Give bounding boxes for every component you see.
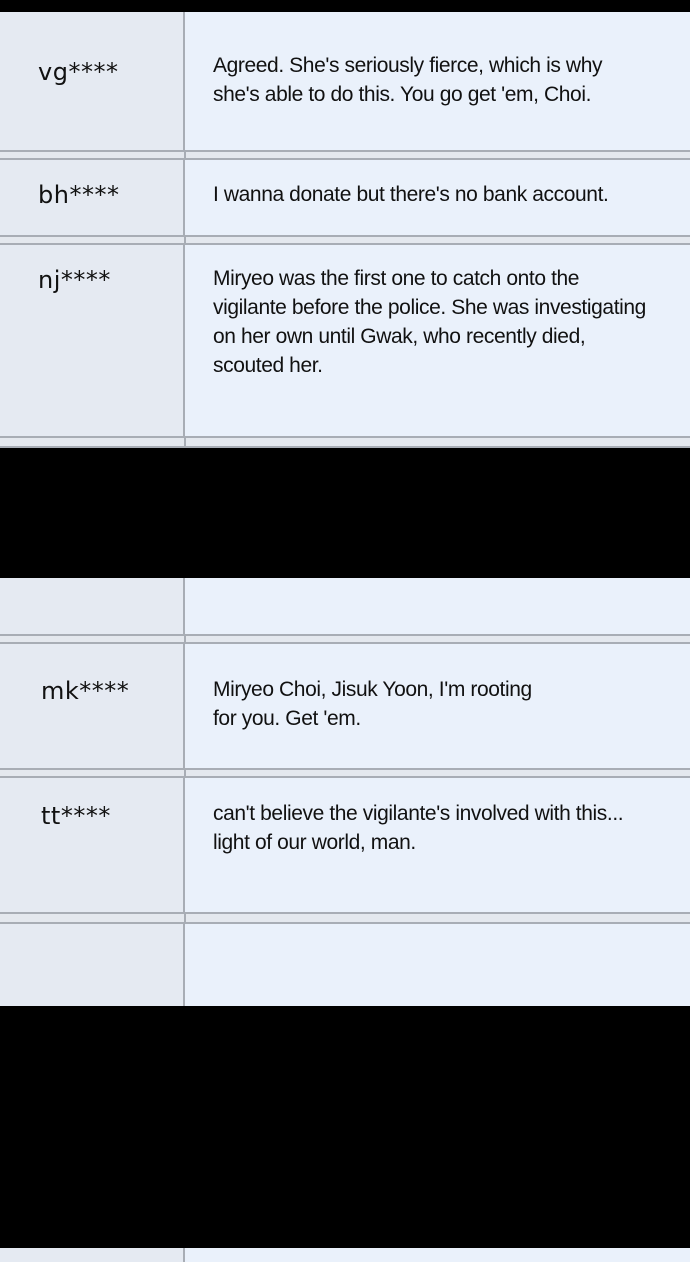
comment-username: tt**** (41, 802, 111, 830)
row-divider (0, 446, 690, 448)
comment-text: can't believe the vigilante's involved with this... light of our world, man. (213, 802, 624, 854)
username-cell (0, 245, 185, 436)
row-gap (0, 438, 690, 446)
comment-row (0, 644, 690, 768)
black-gutter (0, 1006, 690, 1248)
comment-row (0, 778, 690, 912)
comment-text-cell (185, 644, 690, 768)
comment-text: I wanna donate but there's no bank account. (213, 183, 609, 206)
comment-text-cell (185, 1248, 690, 1262)
comment-row (0, 12, 690, 150)
comment-text-cell (185, 160, 690, 235)
username-cell (0, 924, 185, 1006)
username-cell (0, 1248, 185, 1262)
username-cell (0, 578, 185, 634)
comment-username: vg**** (38, 58, 119, 86)
username-cell (0, 160, 185, 235)
comment-text-cell (185, 12, 690, 150)
comment-text-cell (185, 778, 690, 912)
black-gutter (0, 450, 690, 578)
comment-text-cell (185, 924, 690, 1006)
comment-row (0, 160, 690, 235)
comment-username: bh**** (38, 181, 120, 209)
comment-username: mk**** (41, 677, 130, 705)
comment-text-cell (185, 578, 690, 634)
empty-row (0, 1248, 690, 1262)
comment-text: Miryeo was the first one to catch onto the vigilante before the police. She was investigating on her own until Gwak, who recently died, scouted her. (213, 267, 646, 377)
comment-panel-bottom (0, 578, 690, 1006)
username-cell (0, 778, 185, 912)
comment-text-cell (185, 245, 690, 436)
comment-text: Miryeo Choi, Jisuk Yoon, I'm rooting for you. Get 'em. (213, 678, 532, 730)
comment-panel-top (0, 12, 690, 450)
empty-row (0, 924, 690, 1006)
username-cell (0, 12, 185, 150)
row-gap (0, 914, 690, 922)
empty-row (0, 578, 690, 634)
comment-username: nj**** (38, 266, 111, 294)
comment-text: Agreed. She's seriously fierce, which is why she's able to do this. You go get 'em, Choi. (213, 54, 603, 106)
comment-row (0, 245, 690, 436)
username-cell (0, 644, 185, 768)
